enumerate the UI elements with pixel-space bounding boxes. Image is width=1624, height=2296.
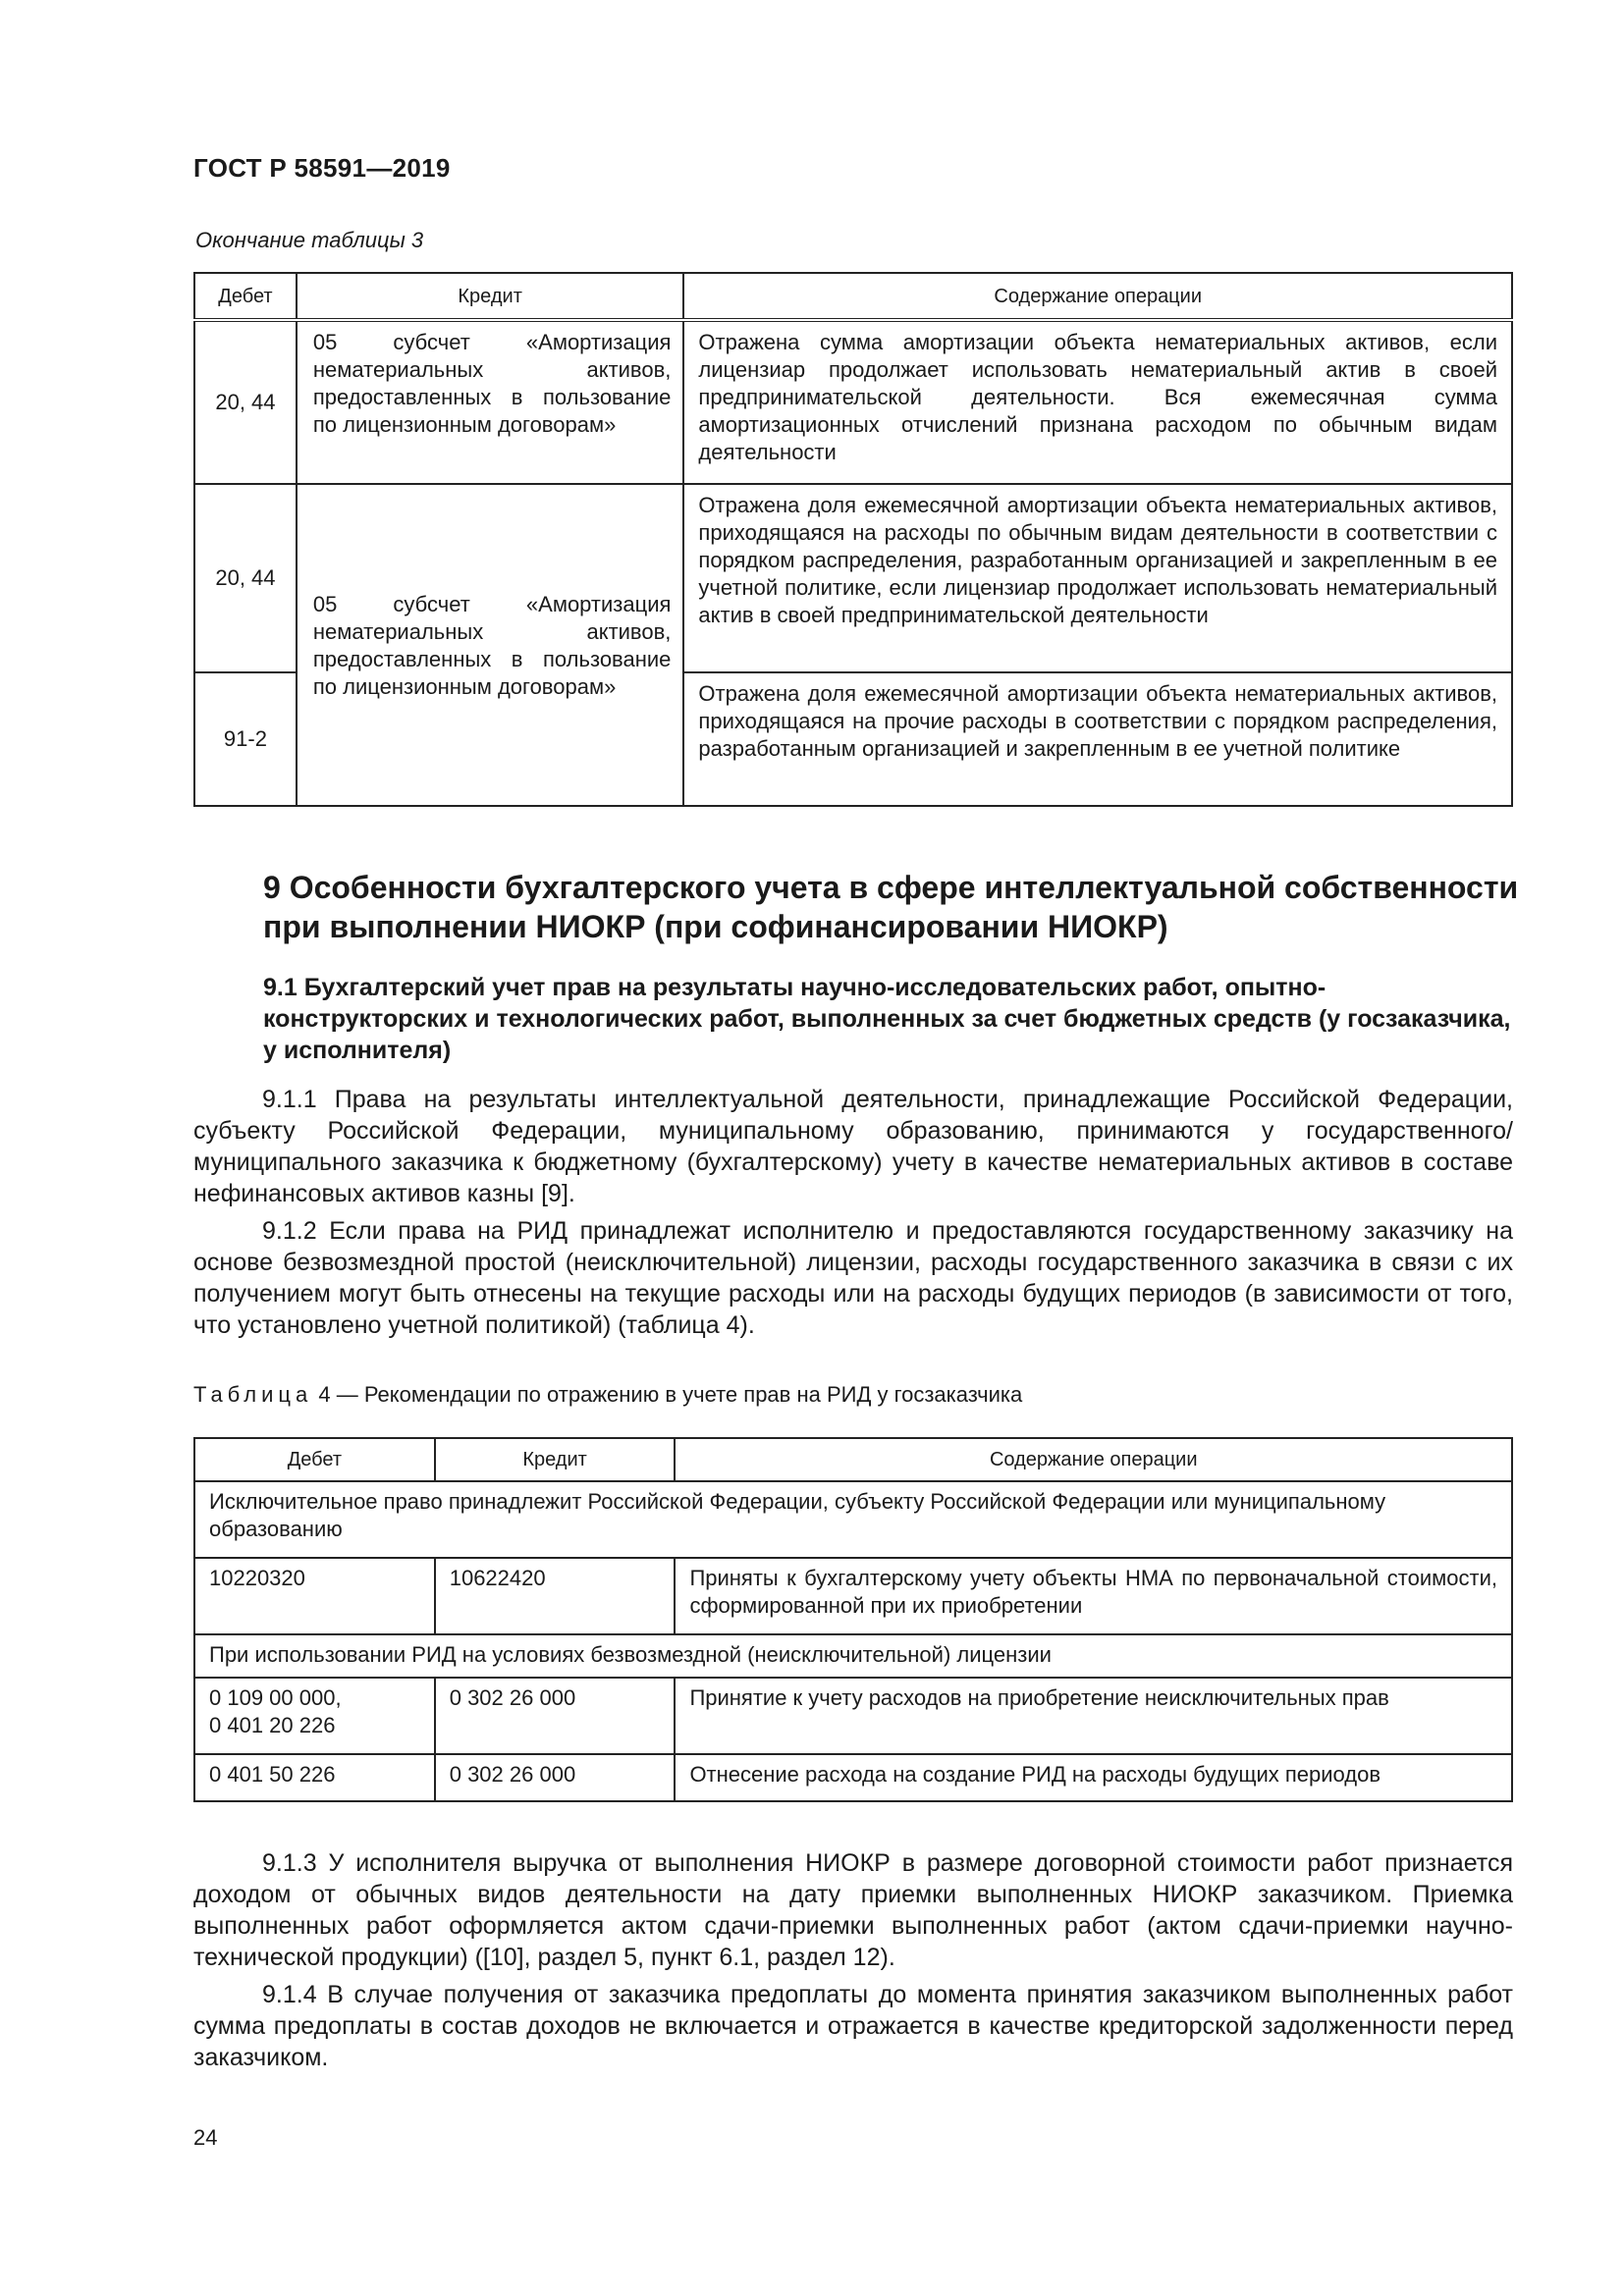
group-label: Исключительное право принадлежит Российской Федерации, субъекту Российской Федерации или муниципальному образованию (194, 1481, 1512, 1558)
page-number: 24 (193, 2125, 218, 2150)
document-code: ГОСТ Р 58591—2019 (193, 153, 451, 183)
debet-line: 0 401 20 226 (209, 1713, 336, 1737)
table-header-row (194, 273, 1512, 320)
header-kredit: Кредит (435, 1438, 676, 1481)
section-title: 9 Особенности бухгалтерского учета в сфере интеллектуальной собственности при выполнении НИОКР (при софинансировании НИОКР) (263, 870, 1519, 944)
debet-line: 0 109 00 000, (209, 1685, 342, 1710)
table-row (194, 1558, 1512, 1634)
subsection-title: 9.1 Бухгалтерский учет прав на результаты научно-исследовательских работ, опытно-конструкторских и технологических работ, выполненных за счет бюджетных средств (у госзаказчика, у исполнителя) (263, 974, 1511, 1064)
cell-kredit: 0 302 26 000 (435, 1678, 676, 1754)
paragraph-9-1-2: 9.1.2 Если права на РИД принадлежат исполнителю и предоставляются государственному заказчику на основе безвозмездной простой (неисключительной) лицензии, расходы государственного заказчика в связи с их получением могут быть отнесены на текущие расходы или на расходы будущих периодов (в зависимости от того, что установлено учетной политикой) (таблица 4). (193, 1217, 1513, 1339)
cell-debet: 20, 44 (194, 320, 297, 484)
cell-content: Отражена доля ежемесячной амортизации объекта нематериальных активов, приходящаяся на расходы по обычным видам деятельности в соответствии с порядком распределения, разработанным организацией и закрепленным в ее учетной политике, если лицензиар продолжает использовать нематериальный актив в своей предпринимательской деятельности (683, 484, 1512, 672)
cell-debet: 0 401 50 226 (194, 1754, 435, 1801)
paragraph-9-1-1: 9.1.1 Права на результаты интеллектуальной деятельности, принадлежащие Российской Федерации, субъекту Российской Федерации, муниципальному образованию, принимаются у государственного/муниципального заказчика к бюджетному (бухгалтерскому) учету в качестве нематериальных активов в составе нефинансовых активов казны [9]. (193, 1086, 1513, 1207)
table-3 (193, 272, 1513, 807)
table-4 (193, 1437, 1513, 1802)
cell-debet: 91-2 (194, 672, 297, 806)
cell-content: Отнесение расхода на создание РИД на расходы будущих периодов (675, 1754, 1512, 1801)
header-kredit: Кредит (297, 273, 684, 320)
cell-content: Отражена доля ежемесячной амортизации объекта нематериальных активов, приходящаяся на прочие расходы в соответствии с порядком распределения, разработанным организацией и закрепленным в ее учетной политике (683, 672, 1512, 806)
cell-debet: 10220320 (194, 1558, 435, 1634)
table-continuation-label: Окончание таблицы 3 (195, 228, 424, 252)
table-row (194, 320, 1512, 484)
header-content: Содержание операции (675, 1438, 1512, 1481)
table-caption-word: Таблица (193, 1382, 313, 1407)
table-group-row (194, 1481, 1512, 1558)
header-content: Содержание операции (683, 273, 1512, 320)
cell-content: Приняты к бухгалтерскому учету объекты НМА по первоначальной стоимости, сформированной при их приобретении (675, 1558, 1512, 1634)
cell-kredit: 05 субсчет «Амортизация нематериальных активов, предоставленных в пользование по лицензионным договорам» (297, 320, 684, 484)
table-row (194, 1754, 1512, 1801)
cell-kredit: 0 302 26 000 (435, 1754, 676, 1801)
table-row (194, 1678, 1512, 1754)
cell-kredit: 10622420 (435, 1558, 676, 1634)
cell-content: Принятие к учету расходов на приобретение неисключительных прав (675, 1678, 1512, 1754)
table-4-caption (193, 1382, 1022, 1408)
paragraph-9-1-3: 9.1.3 У исполнителя выручка от выполнения НИОКР в размере договорной стоимости работ признается доходом от обычных видов деятельности на дату приемки выполненных НИОКР заказчиком. Приемка выполненных работ оформляется актом сдачи-приемки выполненных работ (актом сдачи-приемки научно-технической продукции) ([10], раздел 5, пункт 6.1, раздел 12). (193, 1849, 1513, 1971)
cell-debet: 20, 44 (194, 484, 297, 672)
cell-debet (194, 1678, 435, 1754)
table-group-row (194, 1634, 1512, 1678)
table-row (194, 484, 1512, 672)
header-debet: Дебет (194, 273, 297, 320)
cell-content: Отражена сумма амортизации объекта нематериальных активов, если лицензиар продолжает использовать нематериальный актив в своей предпринимательской деятельности. Вся ежемесячная сумма амортизационных отчислений признана расходом по обычным видам деятельности (683, 320, 1512, 484)
group-label: При использовании РИД на условиях безвозмездной (неисключительной) лицензии (194, 1634, 1512, 1678)
paragraph-9-1-4: 9.1.4 В случае получения от заказчика предоплаты до момента принятия заказчиком выполненных работ сумма предоплаты в состав доходов не включается и отражается в качестве кредиторской задолженности перед заказчиком. (193, 1981, 1513, 2071)
table-header-row (194, 1438, 1512, 1481)
cell-kredit: 05 субсчет «Амортизация нематериальных активов, предоставленных в пользование по лицензионным договорам» (297, 484, 684, 806)
table-caption-text: 4 — Рекомендации по отражению в учете прав на РИД у госзаказчика (318, 1382, 1023, 1407)
header-debet: Дебет (194, 1438, 435, 1481)
